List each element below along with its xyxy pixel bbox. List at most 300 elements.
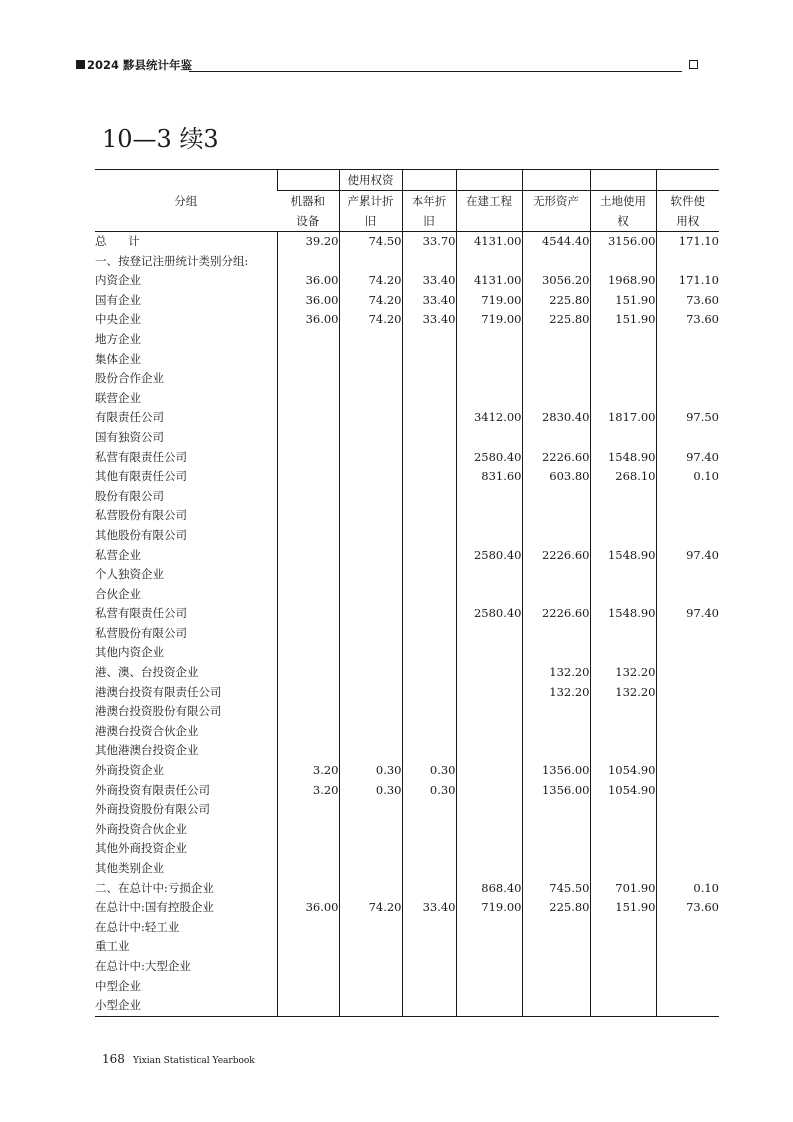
row-label: 其他股份有限公司 bbox=[95, 527, 187, 542]
cell-value: 268.10 bbox=[590, 467, 656, 487]
cell-value: 1054.90 bbox=[590, 761, 656, 781]
header-intangible bbox=[522, 191, 590, 232]
row-label: 国有企业 bbox=[95, 292, 141, 307]
row-label: 中央企业 bbox=[95, 312, 141, 327]
cell-value bbox=[339, 683, 402, 703]
cell-value bbox=[456, 663, 522, 683]
cell-value: 1548.90 bbox=[590, 448, 656, 468]
cell-value bbox=[456, 683, 522, 703]
row-label: 总 计 bbox=[95, 234, 140, 248]
cell-value bbox=[656, 859, 719, 879]
table-row bbox=[95, 252, 719, 272]
cell-value bbox=[402, 643, 456, 663]
cell-value bbox=[456, 761, 522, 781]
cell-value bbox=[402, 702, 456, 722]
cell-value bbox=[277, 663, 339, 683]
row-label: 外商投资有限责任公司 bbox=[95, 782, 210, 797]
cell-value bbox=[522, 820, 590, 840]
cell-value: 36.00 bbox=[277, 310, 339, 330]
cell-value bbox=[590, 800, 656, 820]
cell-value bbox=[277, 350, 339, 370]
cell-value bbox=[590, 428, 656, 448]
header-software-line2: 软件使 bbox=[670, 194, 705, 208]
table-row bbox=[95, 996, 719, 1016]
cell-value bbox=[277, 546, 339, 566]
cell-value bbox=[656, 643, 719, 663]
header-machinery bbox=[277, 191, 339, 232]
table-row bbox=[95, 722, 719, 742]
row-label: 合伙企业 bbox=[95, 586, 141, 601]
cell-value bbox=[656, 741, 719, 761]
header-depreciation-line2: 本年折 bbox=[411, 194, 447, 208]
table-row bbox=[95, 526, 719, 546]
cell-value bbox=[522, 252, 590, 272]
cell-value: 603.80 bbox=[522, 467, 590, 487]
header-right-of-use-line1: 使用权资 bbox=[339, 170, 402, 191]
cell-value bbox=[402, 937, 456, 957]
cell-value bbox=[339, 330, 402, 350]
cell-value bbox=[456, 526, 522, 546]
header-depreciation-line1 bbox=[402, 170, 456, 191]
table-row bbox=[95, 369, 719, 389]
header-depreciation-line3: 旧 bbox=[423, 214, 435, 228]
cell-value bbox=[522, 800, 590, 820]
cell-value bbox=[277, 643, 339, 663]
cell-value: 1968.90 bbox=[590, 271, 656, 291]
row-label: 私营股份有限公司 bbox=[95, 625, 187, 640]
cell-value bbox=[522, 741, 590, 761]
cell-value bbox=[456, 977, 522, 997]
cell-value bbox=[402, 663, 456, 683]
row-label: 联营企业 bbox=[95, 390, 141, 405]
cell-value bbox=[402, 820, 456, 840]
cell-value bbox=[522, 350, 590, 370]
cell-value: 171.10 bbox=[656, 271, 719, 291]
header-software-line3: 用权 bbox=[676, 214, 700, 228]
row-label: 地方企业 bbox=[95, 331, 141, 346]
row-label: 股份有限公司 bbox=[95, 488, 164, 503]
cell-value bbox=[590, 977, 656, 997]
header-rule bbox=[189, 71, 682, 72]
cell-value bbox=[277, 859, 339, 879]
cell-value bbox=[277, 800, 339, 820]
cell-value bbox=[402, 506, 456, 526]
cell-value bbox=[590, 859, 656, 879]
row-label: 私营有限责任公司 bbox=[95, 449, 187, 464]
cell-value: 868.40 bbox=[456, 879, 522, 899]
row-label: 私营企业 bbox=[95, 547, 141, 562]
header-software bbox=[656, 191, 719, 232]
cell-value bbox=[277, 565, 339, 585]
cell-value bbox=[402, 252, 456, 272]
cell-value bbox=[456, 957, 522, 977]
cell-value bbox=[402, 389, 456, 409]
cell-value bbox=[402, 330, 456, 350]
cell-value bbox=[590, 702, 656, 722]
header-intangible-line2: 无形资产 bbox=[533, 194, 579, 208]
cell-value: 39.20 bbox=[277, 232, 339, 252]
cell-value: 3412.00 bbox=[456, 408, 522, 428]
cell-value bbox=[456, 839, 522, 859]
cell-value: 33.40 bbox=[402, 898, 456, 918]
cell-value bbox=[656, 918, 719, 938]
cell-value bbox=[277, 604, 339, 624]
cell-value bbox=[590, 839, 656, 859]
cell-value bbox=[656, 781, 719, 801]
header-right-of-use-line2: 产累计折 bbox=[347, 194, 394, 208]
cell-value: 73.60 bbox=[656, 310, 719, 330]
cell-value bbox=[277, 624, 339, 644]
row-label: 在总计中:国有控股企业 bbox=[95, 900, 214, 915]
cell-value bbox=[522, 428, 590, 448]
cell-value bbox=[456, 781, 522, 801]
cell-value bbox=[656, 252, 719, 272]
page-header bbox=[76, 58, 698, 74]
cell-value: 151.90 bbox=[590, 291, 656, 311]
table-row bbox=[95, 957, 719, 977]
cell-value bbox=[456, 741, 522, 761]
cell-value: 4131.00 bbox=[456, 271, 522, 291]
header-intangible-line3 bbox=[523, 211, 590, 231]
cell-value bbox=[590, 722, 656, 742]
data-table bbox=[95, 169, 719, 1017]
row-label: 个人独资企业 bbox=[95, 567, 164, 582]
cell-value bbox=[339, 624, 402, 644]
cell-value bbox=[277, 722, 339, 742]
cell-value bbox=[456, 643, 522, 663]
table-row bbox=[95, 350, 719, 370]
table-row bbox=[95, 408, 719, 428]
cell-value bbox=[277, 996, 339, 1016]
cell-value bbox=[339, 389, 402, 409]
cell-value: 1548.90 bbox=[590, 604, 656, 624]
cell-value bbox=[339, 702, 402, 722]
cell-value bbox=[277, 506, 339, 526]
row-label: 其他港澳台投资企业 bbox=[95, 743, 199, 758]
row-label: 其他类别企业 bbox=[95, 861, 164, 875]
cell-value bbox=[590, 565, 656, 585]
table-row bbox=[95, 702, 719, 722]
cell-value bbox=[656, 624, 719, 644]
header-machinery-line3: 设备 bbox=[296, 214, 320, 228]
row-label: 港、澳、台投资企业 bbox=[95, 665, 199, 680]
cell-value bbox=[277, 330, 339, 350]
table-row bbox=[95, 291, 719, 311]
cell-value: 74.50 bbox=[339, 232, 402, 252]
cell-value bbox=[656, 702, 719, 722]
cell-value: 719.00 bbox=[456, 291, 522, 311]
cell-value: 719.00 bbox=[456, 310, 522, 330]
cell-value bbox=[522, 859, 590, 879]
table-row bbox=[95, 310, 719, 330]
cell-value bbox=[522, 369, 590, 389]
row-label: 其他有限责任公司 bbox=[95, 469, 187, 484]
cell-value: 36.00 bbox=[277, 291, 339, 311]
cell-value bbox=[456, 565, 522, 585]
cell-value bbox=[656, 585, 719, 605]
cell-value bbox=[339, 604, 402, 624]
row-label: 在总计中:轻工业 bbox=[95, 919, 180, 934]
row-label: 二、在总计中:亏损企业 bbox=[95, 880, 214, 895]
header-construction-line1 bbox=[456, 170, 522, 191]
cell-value bbox=[590, 820, 656, 840]
cell-value bbox=[339, 487, 402, 507]
cell-value bbox=[456, 800, 522, 820]
cell-value bbox=[277, 487, 339, 507]
table-row bbox=[95, 761, 719, 781]
cell-value bbox=[590, 506, 656, 526]
row-label: 私营股份有限公司 bbox=[95, 508, 187, 523]
cell-value bbox=[522, 565, 590, 585]
cell-value bbox=[456, 389, 522, 409]
cell-value bbox=[339, 879, 402, 899]
row-label: 港澳台投资合伙企业 bbox=[95, 723, 199, 738]
cell-value bbox=[522, 702, 590, 722]
header-machinery-line1 bbox=[277, 170, 339, 191]
cell-value bbox=[339, 506, 402, 526]
header-square-outline bbox=[689, 60, 698, 69]
table-row bbox=[95, 977, 719, 997]
cell-value bbox=[522, 506, 590, 526]
cell-value bbox=[656, 389, 719, 409]
cell-value: 0.30 bbox=[339, 761, 402, 781]
table-title: 10—3 续3 bbox=[102, 125, 219, 153]
cell-value bbox=[339, 546, 402, 566]
cell-value: 33.70 bbox=[402, 232, 456, 252]
cell-value bbox=[656, 683, 719, 703]
cell-value bbox=[402, 839, 456, 859]
cell-value bbox=[456, 624, 522, 644]
cell-value bbox=[456, 350, 522, 370]
cell-value: 33.40 bbox=[402, 271, 456, 291]
cell-value: 74.20 bbox=[339, 291, 402, 311]
cell-value: 719.00 bbox=[456, 898, 522, 918]
header-land bbox=[590, 191, 656, 232]
cell-value: 0.10 bbox=[656, 879, 719, 899]
table-row bbox=[95, 820, 719, 840]
table-row bbox=[95, 565, 719, 585]
cell-value bbox=[402, 918, 456, 938]
cell-value bbox=[456, 487, 522, 507]
cell-value bbox=[656, 565, 719, 585]
cell-value bbox=[402, 546, 456, 566]
cell-value bbox=[656, 506, 719, 526]
cell-value: 74.20 bbox=[339, 898, 402, 918]
cell-value bbox=[590, 957, 656, 977]
cell-value: 0.30 bbox=[339, 781, 402, 801]
cell-value: 225.80 bbox=[522, 310, 590, 330]
cell-value bbox=[590, 252, 656, 272]
page-number: 168 bbox=[102, 1052, 125, 1066]
header-square-mark bbox=[76, 60, 85, 69]
cell-value bbox=[656, 937, 719, 957]
cell-value bbox=[456, 252, 522, 272]
table-row bbox=[95, 585, 719, 605]
cell-value bbox=[402, 977, 456, 997]
cell-value: 171.10 bbox=[656, 232, 719, 252]
cell-value bbox=[656, 977, 719, 997]
cell-value bbox=[277, 702, 339, 722]
table-row bbox=[95, 800, 719, 820]
cell-value bbox=[522, 977, 590, 997]
cell-value: 132.20 bbox=[590, 683, 656, 703]
cell-value: 2226.60 bbox=[522, 448, 590, 468]
table-row bbox=[95, 604, 719, 624]
cell-value bbox=[656, 800, 719, 820]
cell-value bbox=[339, 428, 402, 448]
cell-value: 2580.40 bbox=[456, 546, 522, 566]
table-row bbox=[95, 741, 719, 761]
cell-value: 831.60 bbox=[456, 467, 522, 487]
row-label: 其他内资企业 bbox=[95, 645, 164, 660]
cell-value: 74.20 bbox=[339, 310, 402, 330]
row-label: 国有独资公司 bbox=[95, 429, 164, 444]
cell-value bbox=[522, 937, 590, 957]
cell-value bbox=[590, 526, 656, 546]
cell-value bbox=[277, 937, 339, 957]
row-label: 其他外商投资企业 bbox=[95, 841, 187, 856]
cell-value bbox=[590, 937, 656, 957]
cell-value bbox=[456, 859, 522, 879]
header-construction-line2: 在建工程 bbox=[466, 194, 512, 208]
cell-value bbox=[339, 839, 402, 859]
cell-value bbox=[277, 683, 339, 703]
cell-value: 1548.90 bbox=[590, 546, 656, 566]
cell-value bbox=[277, 467, 339, 487]
cell-value bbox=[277, 879, 339, 899]
page-footer bbox=[102, 1048, 255, 1067]
row-label: 港澳台投资股份有限公司 bbox=[95, 704, 222, 719]
cell-value bbox=[402, 526, 456, 546]
cell-value bbox=[339, 918, 402, 938]
table-body bbox=[95, 232, 719, 1017]
cell-value bbox=[402, 408, 456, 428]
header-intangible-line1 bbox=[522, 170, 590, 191]
cell-value bbox=[339, 448, 402, 468]
cell-value bbox=[402, 800, 456, 820]
cell-value bbox=[522, 643, 590, 663]
cell-value bbox=[656, 839, 719, 859]
cell-value bbox=[656, 722, 719, 742]
table-row bbox=[95, 232, 719, 252]
cell-value bbox=[277, 741, 339, 761]
cell-value bbox=[339, 996, 402, 1016]
cell-value bbox=[456, 996, 522, 1016]
cell-value: 97.40 bbox=[656, 546, 719, 566]
cell-value bbox=[456, 330, 522, 350]
cell-value: 36.00 bbox=[277, 271, 339, 291]
cell-value: 33.40 bbox=[402, 310, 456, 330]
cell-value bbox=[339, 937, 402, 957]
cell-value: 2226.60 bbox=[522, 546, 590, 566]
header-construction bbox=[456, 191, 522, 232]
cell-value bbox=[277, 428, 339, 448]
cell-value bbox=[402, 996, 456, 1016]
cell-value: 2580.40 bbox=[456, 604, 522, 624]
cell-value bbox=[277, 585, 339, 605]
row-label: 外商投资合伙企业 bbox=[95, 821, 187, 836]
cell-value bbox=[522, 839, 590, 859]
cell-value bbox=[656, 957, 719, 977]
cell-value bbox=[656, 761, 719, 781]
cell-value: 97.40 bbox=[656, 448, 719, 468]
cell-value: 73.60 bbox=[656, 898, 719, 918]
cell-value bbox=[339, 741, 402, 761]
cell-value bbox=[522, 526, 590, 546]
cell-value: 73.60 bbox=[656, 291, 719, 311]
row-label: 内资企业 bbox=[95, 273, 141, 288]
cell-value bbox=[277, 839, 339, 859]
publication-name: Yixian Statistical Yearbook bbox=[133, 1056, 255, 1066]
header-machinery-line2: 机器和 bbox=[290, 194, 325, 208]
cell-value bbox=[339, 800, 402, 820]
cell-value bbox=[339, 369, 402, 389]
row-label: 重工业 bbox=[95, 939, 130, 954]
cell-value bbox=[590, 369, 656, 389]
row-label: 私营有限责任公司 bbox=[95, 606, 187, 621]
cell-value bbox=[590, 350, 656, 370]
cell-value bbox=[522, 585, 590, 605]
cell-value: 2830.40 bbox=[522, 408, 590, 428]
cell-value bbox=[339, 957, 402, 977]
cell-value: 97.50 bbox=[656, 408, 719, 428]
cell-value: 3056.20 bbox=[522, 271, 590, 291]
cell-value bbox=[656, 996, 719, 1016]
table-row bbox=[95, 467, 719, 487]
cell-value bbox=[402, 722, 456, 742]
cell-value bbox=[402, 604, 456, 624]
cell-value bbox=[402, 957, 456, 977]
header-land-line3: 权 bbox=[617, 214, 629, 228]
cell-value: 0.30 bbox=[402, 781, 456, 801]
cell-value bbox=[656, 663, 719, 683]
table-row bbox=[95, 859, 719, 879]
table-row bbox=[95, 330, 719, 350]
table-header bbox=[95, 170, 719, 232]
cell-value: 4544.40 bbox=[522, 232, 590, 252]
cell-value: 151.90 bbox=[590, 310, 656, 330]
cell-value bbox=[339, 467, 402, 487]
cell-value bbox=[456, 918, 522, 938]
cell-value: 0.30 bbox=[402, 761, 456, 781]
cell-value bbox=[339, 663, 402, 683]
header-right-of-use-line3: 旧 bbox=[364, 214, 377, 228]
cell-value bbox=[456, 702, 522, 722]
header-software-line1 bbox=[656, 170, 719, 191]
cell-value bbox=[402, 428, 456, 448]
row-label: 集体企业 bbox=[95, 351, 141, 366]
cell-value bbox=[402, 859, 456, 879]
cell-value bbox=[339, 408, 402, 428]
header-group: 分组 bbox=[95, 170, 277, 232]
cell-value bbox=[339, 859, 402, 879]
cell-value bbox=[656, 369, 719, 389]
cell-value: 3.20 bbox=[277, 761, 339, 781]
cell-value bbox=[590, 624, 656, 644]
cell-value bbox=[339, 820, 402, 840]
table-row bbox=[95, 898, 719, 918]
table-row bbox=[95, 839, 719, 859]
cell-value bbox=[590, 918, 656, 938]
cell-value: 1817.00 bbox=[590, 408, 656, 428]
cell-value bbox=[402, 448, 456, 468]
cell-value: 132.20 bbox=[590, 663, 656, 683]
cell-value bbox=[277, 408, 339, 428]
header-land-line2: 土地使用 bbox=[600, 194, 646, 208]
table-row bbox=[95, 506, 719, 526]
header-title: 2024 黟县统计年鉴 bbox=[87, 58, 193, 72]
cell-value bbox=[456, 722, 522, 742]
